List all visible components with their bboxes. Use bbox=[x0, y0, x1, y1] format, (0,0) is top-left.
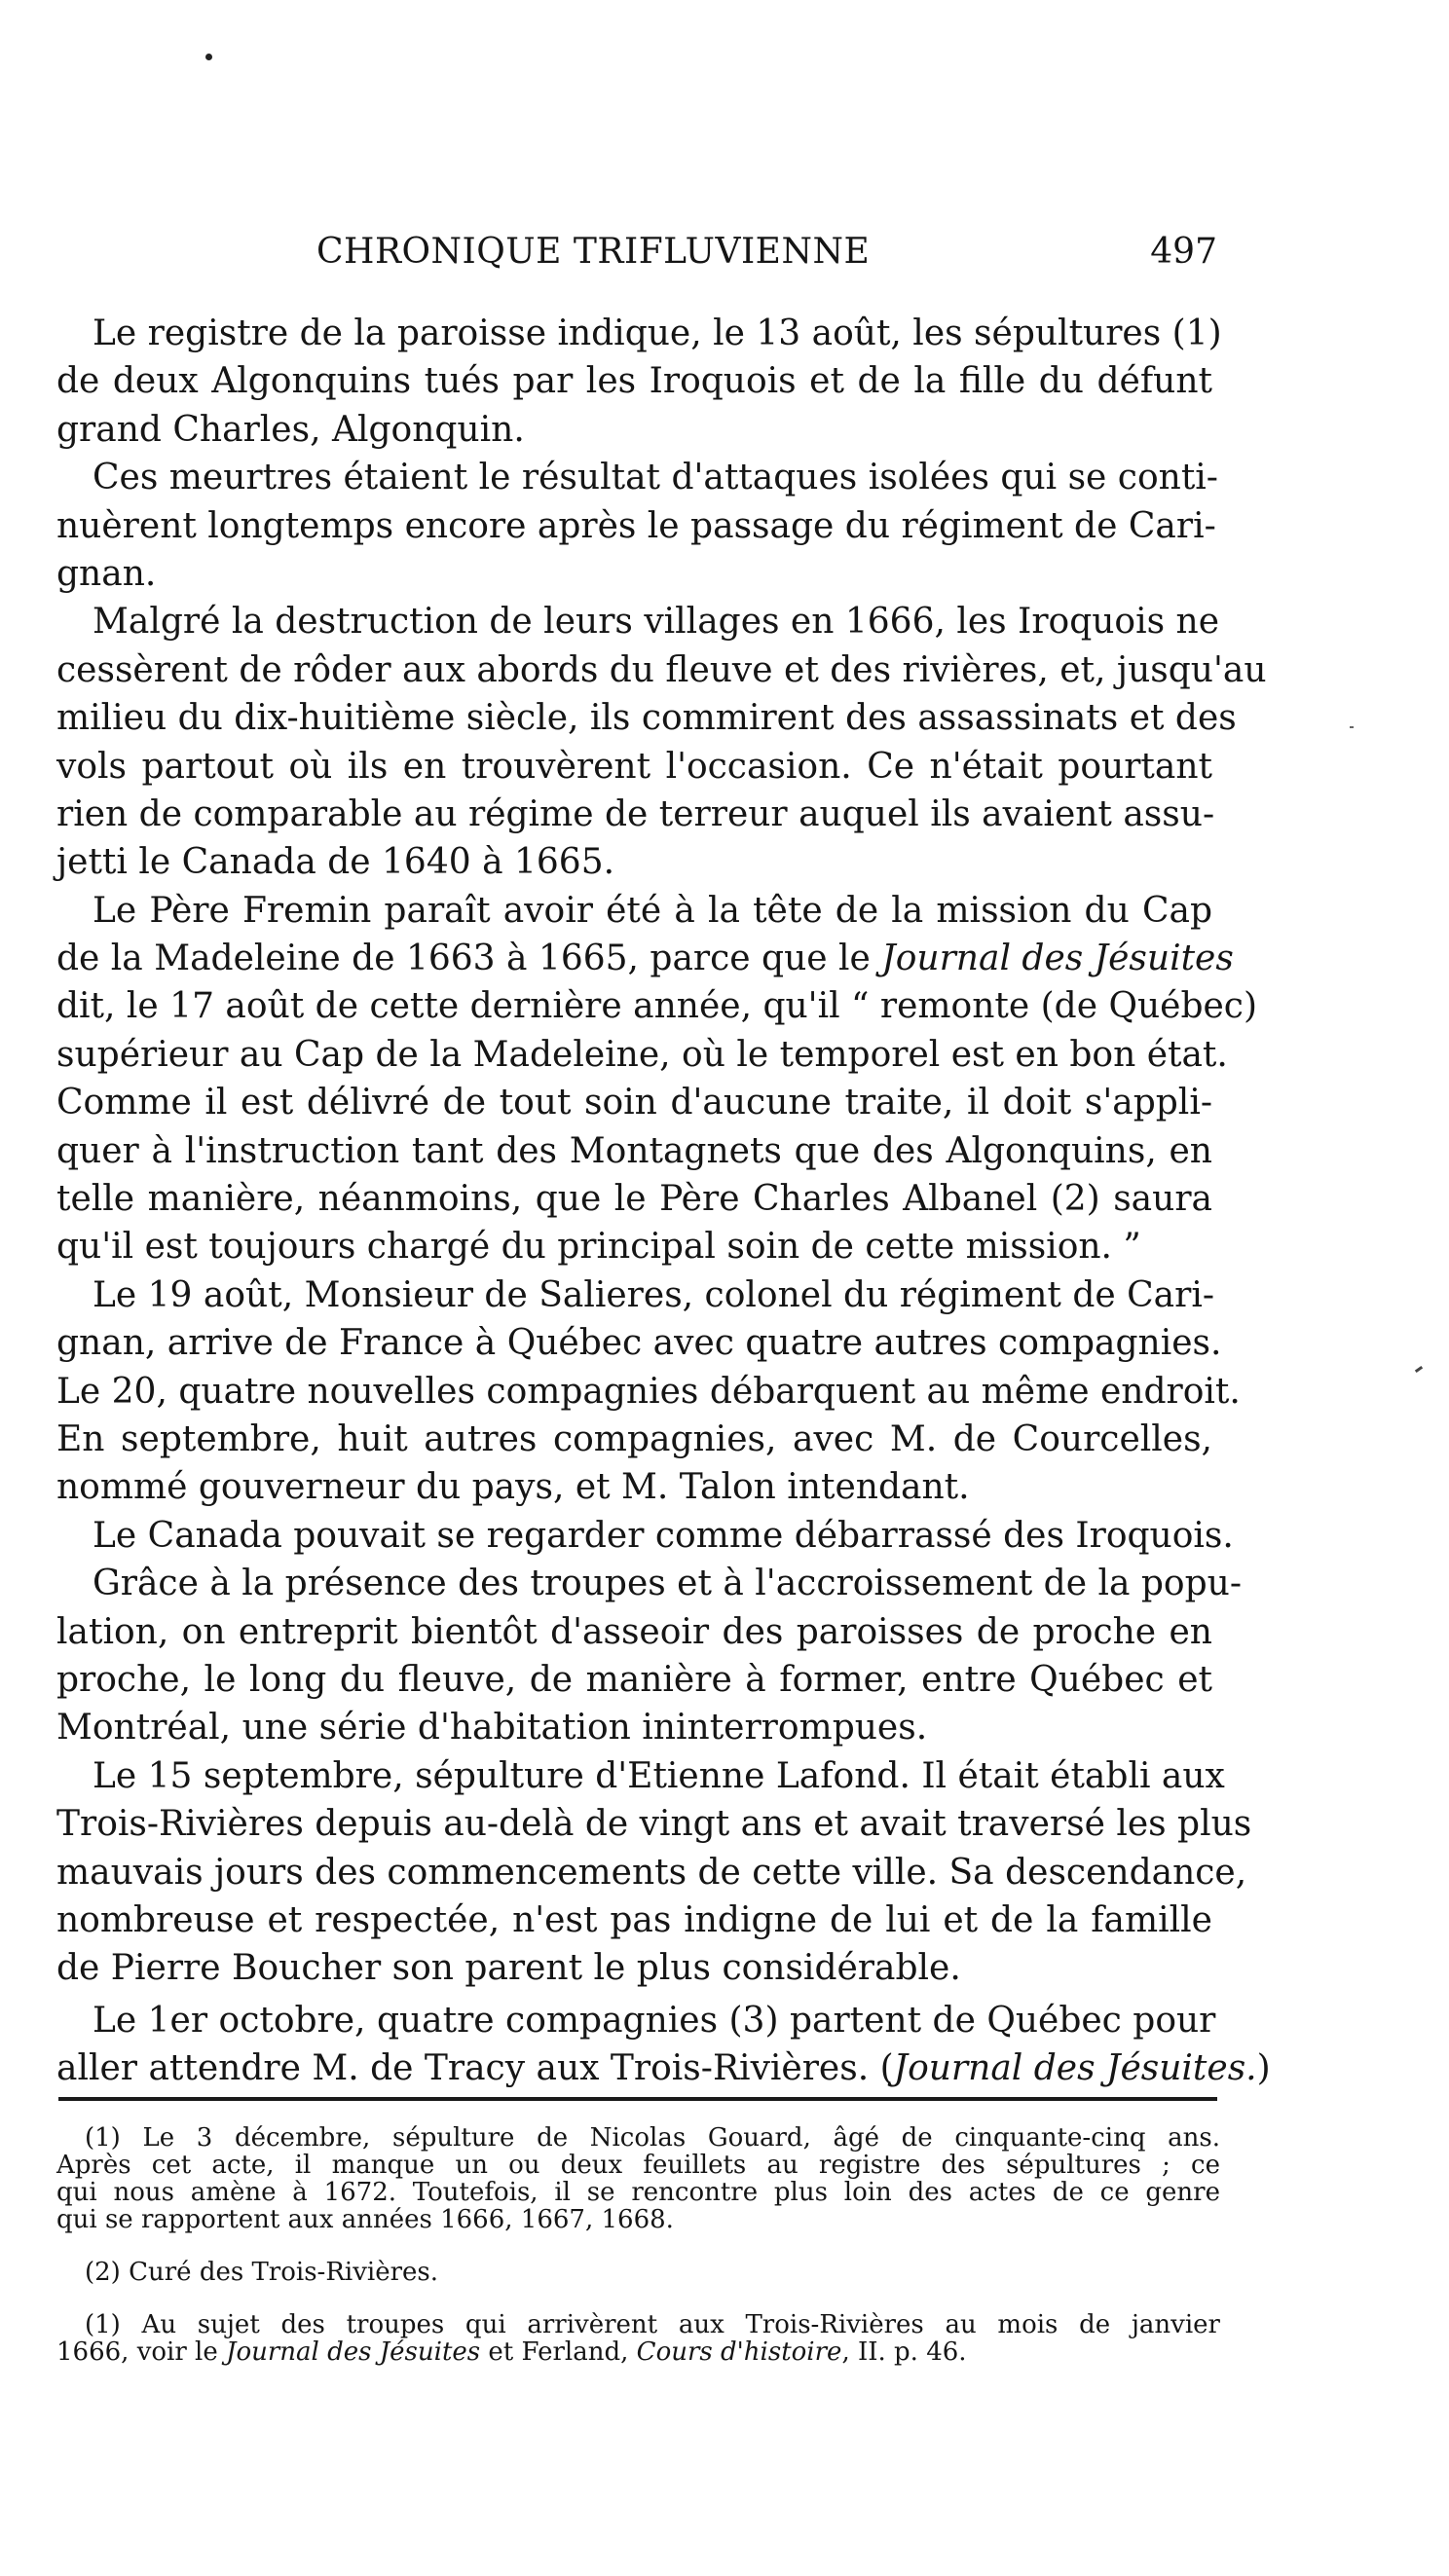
footnotes bbox=[56, 2124, 1220, 2391]
journal-title: Journal des Jésuites bbox=[881, 938, 1234, 979]
text-line: Le 20, quatre nouvelles compagnies débarquent au même endroit. bbox=[56, 1371, 1241, 1412]
text-line: jetti le Canada de 1640 à 1665. bbox=[56, 842, 615, 883]
text-line: lation, on entreprit bientôt d'asseoir des paroisses de proche en bbox=[56, 1611, 1212, 1652]
text-line: Malgré la destruction de leurs villages en 1666, les Iroquois ne bbox=[93, 602, 1220, 643]
text-run: ) bbox=[1256, 2048, 1271, 2089]
running-title: CHRONIQUE TRIFLUVIENNE bbox=[316, 232, 871, 272]
text-line: nombreuse et respectée, n'est pas indigne de lui et de la famille bbox=[56, 1899, 1212, 1940]
footnote-line bbox=[56, 2338, 1220, 2366]
text-line: dit, le 17 août de cette dernière année, qu'il “ remonte (de Québec) bbox=[56, 986, 1258, 1027]
text-line: Montréal, une série d'habitation ininterrompues. bbox=[56, 1708, 928, 1748]
footnote-line: (2) Curé des Trois-Rivières. bbox=[85, 2258, 439, 2287]
journal-title: Journal des Jésuites. bbox=[893, 2048, 1257, 2089]
footnote-3 bbox=[56, 2311, 1220, 2366]
footnote-line: qui se rapportent aux années 1666, 1667, 1668. bbox=[56, 2205, 674, 2234]
text-run: de la Madeleine de 1663 à 1665, parce que le bbox=[56, 938, 882, 979]
text-run: 1666, voir le bbox=[56, 2337, 227, 2367]
text-line: En septembre, huit autres compagnies, avec M. de Courcelles, bbox=[56, 1418, 1212, 1459]
footnote-rule bbox=[58, 2097, 1217, 2101]
text-line: Le Canada pouvait se regarder comme débarrassé des Iroquois. bbox=[93, 1515, 1234, 1556]
text-line: vols partout où ils en trouvèrent l'occasion. Ce n'était pourtant bbox=[56, 746, 1212, 787]
text-line: grand Charles, Algonquin. bbox=[56, 409, 525, 450]
text-line: cessèrent de rôder aux abords du fleuve et des rivières, et, jusqu'au bbox=[56, 649, 1267, 690]
book-title: Cours d'histoire bbox=[636, 2337, 842, 2367]
ink-speck bbox=[1350, 726, 1354, 728]
text-run: et Ferland, bbox=[480, 2337, 637, 2367]
text-line: telle manière, néanmoins, que le Père Charles Albanel (2) saura bbox=[56, 1179, 1212, 1220]
text-line: Comme il est délivré de tout soin d'aucune traite, il doit s'appli- bbox=[56, 1083, 1212, 1123]
text-line: Ces meurtres étaient le résultat d'attaques isolées qui se conti- bbox=[93, 458, 1218, 498]
text-line: gnan, arrive de France à Québec avec quatre autres compagnies. bbox=[56, 1323, 1222, 1364]
running-header bbox=[93, 232, 1217, 280]
text-line: quer à l'instruction tant des Montagnets que des Algonquins, en bbox=[56, 1130, 1212, 1171]
text-run: , II. p. 46. bbox=[841, 2337, 967, 2367]
text-line: de Pierre Boucher son parent le plus considérable. bbox=[56, 1948, 961, 1989]
text-line: de deux Algonquins tués par les Iroquois et de la fille du défunt bbox=[56, 361, 1212, 402]
journal-title: Journal des Jésuites bbox=[226, 2337, 481, 2367]
text-line: Le 15 septembre, sépulture d'Etienne Lafond. Il était établi aux bbox=[93, 1755, 1225, 1796]
text-line: gnan. bbox=[56, 553, 157, 594]
text-line bbox=[56, 935, 1234, 982]
footnote-1 bbox=[56, 2124, 1220, 2233]
footnote-line: Après cet acte, il manque un ou deux feuillets au registre des sépultures ; ce bbox=[56, 2151, 1220, 2180]
text-line: Le 19 août, Monsieur de Salieres, colonel du régiment de Cari- bbox=[93, 1274, 1214, 1315]
text-line bbox=[56, 2044, 1271, 2092]
text-line: milieu du dix-huitième siècle, ils commirent des assassinats et des bbox=[56, 698, 1237, 739]
footnote-line: (1) Au sujet des troupes qui arrivèrent aux Trois-Rivières au mois de janvier bbox=[85, 2310, 1220, 2339]
text-line: nuèrent longtemps encore après le passage du régiment de Cari- bbox=[56, 505, 1216, 546]
text-line: Le registre de la paroisse indique, le 13 août, les sépultures (1) bbox=[93, 313, 1222, 353]
ink-speck bbox=[205, 54, 212, 60]
text-line: Grâce à la présence des troupes et à l'accroissement de la popu- bbox=[93, 1564, 1243, 1604]
footnote-2 bbox=[56, 2259, 1220, 2286]
body-text bbox=[56, 310, 1271, 2092]
text-line: supérieur au Cap de la Madeleine, où le temporel est en bon état. bbox=[56, 1034, 1228, 1075]
footnote-line: qui nous amène à 1672. Toutefois, il se rencontre plus loin des actes de ce genre bbox=[56, 2178, 1220, 2207]
text-line: proche, le long du fleuve, de manière à former, entre Québec et bbox=[56, 1659, 1212, 1700]
text-line: Le Père Fremin paraît avoir été à la tête de la mission du Cap bbox=[93, 890, 1212, 931]
page-number: 497 bbox=[1150, 232, 1217, 272]
footnote-line: (1) Le 3 décembre, sépulture de Nicolas Gouard, âgé de cinquante-cinq ans. bbox=[85, 2123, 1220, 2153]
text-line: mauvais jours des commencements de cette ville. Sa descendance, bbox=[56, 1852, 1247, 1893]
text-line: nommé gouverneur du pays, et M. Talon intendant. bbox=[56, 1467, 970, 1508]
text-line: Trois-Rivières depuis au-delà de vingt ans et avait traversé les plus bbox=[56, 1804, 1252, 1845]
text-run: aller attendre M. de Tracy aux Trois-Rivières. ( bbox=[56, 2048, 894, 2089]
text-line: qu'il est toujours chargé du principal soin de cette mission. ” bbox=[56, 1227, 1141, 1268]
text-line: Le 1er octobre, quatre compagnies (3) partent de Québec pour bbox=[93, 2000, 1216, 2041]
text-line: rien de comparable au régime de terreur auquel ils avaient assu- bbox=[56, 793, 1215, 834]
ink-speck bbox=[1415, 1366, 1423, 1373]
